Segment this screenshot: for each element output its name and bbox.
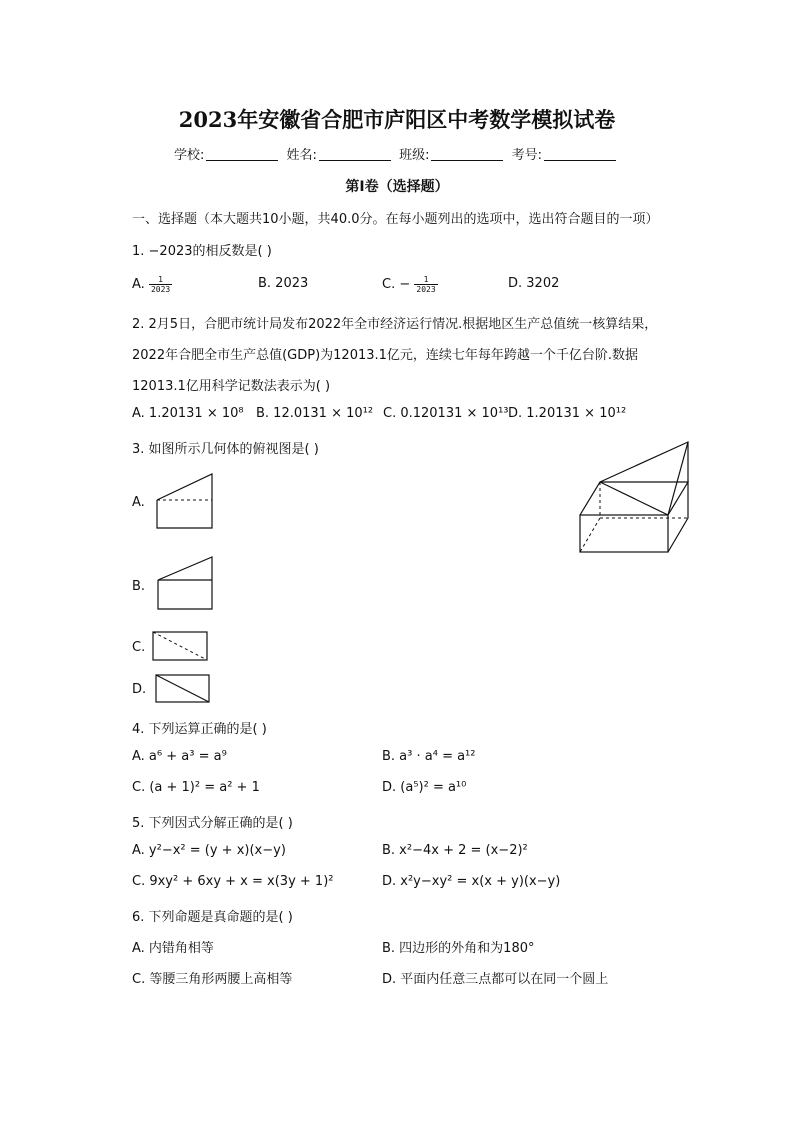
q1-option-c bbox=[382, 275, 438, 294]
fraction-numerator: 1 bbox=[414, 275, 437, 285]
q5-option-d: D. x²y−xy² = x(x + y)(x−y) bbox=[382, 874, 561, 889]
question-2-line-2: 2022年合肥全市生产总值(GDP)为12013.1亿元，连续七年每年跨越一个千亿台阶.数据 bbox=[132, 348, 639, 363]
q1-option-a bbox=[132, 275, 172, 294]
q3-option-a: A. bbox=[132, 495, 145, 510]
fraction-denominator: 2023 bbox=[416, 285, 436, 294]
q3-option-b: B. bbox=[132, 579, 146, 594]
school-blank bbox=[206, 148, 278, 161]
exam-no-label: 考号: bbox=[511, 148, 542, 163]
q2-option-a: A. 1.20131 × 10⁸ bbox=[132, 406, 244, 421]
q6-option-b: B. 四边形的外角和为180° bbox=[382, 941, 535, 956]
name-label: 姓名: bbox=[286, 148, 317, 163]
q2-option-b: B. 12.0131 × 10¹² bbox=[256, 406, 374, 421]
q4-option-d: D. (a⁵)² = a¹⁰ bbox=[382, 780, 467, 795]
q6-option-d: D. 平面内任意三点都可以在同一个圆上 bbox=[382, 972, 609, 987]
q4-option-a: A. a⁶ + a³ = a⁹ bbox=[132, 749, 227, 764]
question-2-line-1: 2. 2月5日，合肥市统计局发布2022年全市经济运行情况.根据地区生产总值统一核算结果， bbox=[132, 317, 658, 332]
q3-option-c-figure bbox=[152, 631, 208, 661]
q5-option-c: C. 9xy² + 6xy + x = x(3y + 1)² bbox=[132, 874, 334, 889]
q3-option-d: D. bbox=[132, 682, 147, 697]
question-5-stem: 5. 下列因式分解正确的是( ) bbox=[132, 816, 293, 831]
name-blank bbox=[319, 148, 391, 161]
q6-option-c: C. 等腰三角形两腰上高相等 bbox=[132, 972, 293, 987]
q3-option-d-figure bbox=[155, 674, 211, 704]
q4-option-c: C. (a + 1)² = a² + 1 bbox=[132, 780, 260, 795]
student-info-row bbox=[0, 144, 794, 163]
q3-option-c: C. bbox=[132, 640, 146, 655]
exam-no-blank bbox=[544, 148, 616, 161]
q4-option-b: B. a³ · a⁴ = a¹² bbox=[382, 749, 476, 764]
q5-option-b: B. x²−4x + 2 = (x−2)² bbox=[382, 843, 528, 858]
part-heading: 一、选择题（本大题共10小题，共40.0分。在每小题列出的选项中，选出符合题目的一项） bbox=[132, 212, 659, 227]
question-3-stem: 3. 如图所示几何体的俯视图是( ) bbox=[132, 442, 319, 457]
school-label: 学校: bbox=[174, 148, 205, 163]
geometric-solid-figure bbox=[578, 440, 690, 554]
page-title: 2023年安徽省合肥市庐阳区中考数学模拟试卷 bbox=[178, 107, 616, 132]
q6-option-a: A. 内错角相等 bbox=[132, 941, 214, 956]
fraction-numerator: 1 bbox=[149, 275, 172, 285]
q1-option-a-fraction bbox=[149, 275, 172, 294]
q1-option-b: B. 2023 bbox=[258, 276, 309, 291]
question-6-stem: 6. 下列命题是真命题的是( ) bbox=[132, 910, 293, 925]
q1-option-c-label: C. − bbox=[382, 277, 411, 292]
question-2-line-3: 12013.1亿用科学记数法表示为( ) bbox=[132, 379, 331, 394]
q1-option-d: D. 3202 bbox=[508, 276, 560, 291]
q2-option-d: D. 1.20131 × 10¹² bbox=[508, 406, 627, 421]
section-title: 第I卷（选择题） bbox=[345, 179, 449, 195]
class-label: 班级: bbox=[399, 148, 430, 163]
q2-option-c: C. 0.120131 × 10¹³ bbox=[383, 406, 509, 421]
q1-option-a-label: A. bbox=[132, 277, 145, 292]
class-blank bbox=[431, 148, 503, 161]
q5-option-a: A. y²−x² = (y + x)(x−y) bbox=[132, 843, 286, 858]
question-4-stem: 4. 下列运算正确的是( ) bbox=[132, 722, 267, 737]
fraction-denominator: 2023 bbox=[150, 285, 171, 294]
q1-option-c-fraction bbox=[414, 275, 437, 294]
q3-option-b-figure bbox=[156, 555, 216, 611]
q3-option-a-figure bbox=[155, 472, 215, 530]
question-1-stem: 1. −2023的相反数是( ) bbox=[132, 244, 272, 259]
